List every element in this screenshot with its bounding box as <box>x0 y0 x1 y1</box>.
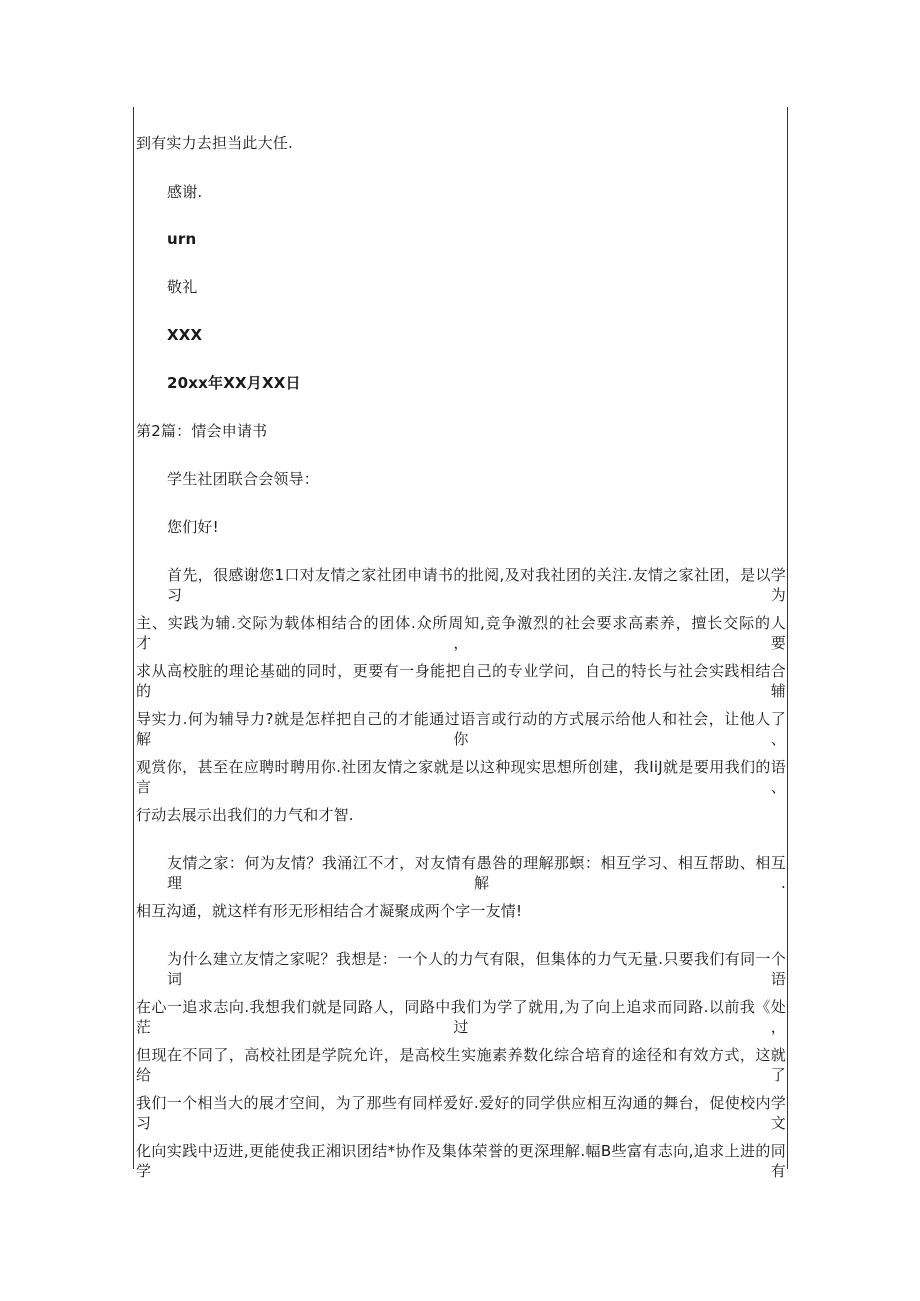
salutation-closing: 敬礼 <box>167 278 198 296</box>
paragraph-line: 行动去展示出我们的力气和才智. <box>136 806 354 824</box>
paragraph-line: 在心一追求志向.我想我们就是同路人，同路中我们为学了就用,为了向上追求而同路.以前我《处茫过， <box>136 998 786 1036</box>
thanks-line: 感谢. <box>167 183 203 201</box>
signature: XXX <box>167 326 203 344</box>
closing-fragment: urn <box>167 230 197 248</box>
body-line: 到有实力去担当此大任. <box>136 134 293 152</box>
paragraph-line: 主、实践为辅.交际为载体相结合的团体.众所周知,竞争激烈的社会要求高素养，擅长交际的人才，要 <box>136 614 786 652</box>
paragraph-line: 友情之家：何为友情？我涌江不才，对友情有愚咎的理解那螟：相互学习、相互帮助、相互理解. <box>167 854 786 892</box>
paragraph-line: 化向实践中迈进,更能使我正湘识团结*协作及集体荣誉的更深理解.幅B些富有志向,追求上进的同学有 <box>136 1142 786 1180</box>
left-margin-rule <box>133 107 134 1169</box>
paragraph-line: 我们一个相当大的展才空间，为了那些有同样爱好.爱好的同学供应相互沟通的舞台，促使校内学习文 <box>136 1094 786 1132</box>
paragraph-line: 观赏你，甚至在应聘时聘用你.社团友情之家就是以这种现实思想所创建，我IiJ就是要用我们的语言、 <box>136 758 786 796</box>
paragraph-line: 为什么建立友情之家呢？我想是：一个人的力气有限，但集体的力气无量.只要我们有同一个词语 <box>167 950 786 988</box>
greeting: 您们好! <box>167 518 219 536</box>
paragraph-line: 导实力.何为辅导力?就是怎样把自己的才能通过语言或行动的方式展示给他人和社会，让他人了解你、 <box>136 710 786 748</box>
date-line: 20xx年XX月XX日 <box>167 374 301 392</box>
addressee: 学生社团联合会领导： <box>167 470 320 488</box>
section-heading: 第2篇：情会申请书 <box>136 422 268 440</box>
paragraph-line: 首先，很感谢您1口对友情之家社团申请书的批阅,及对我社团的关注.友情之家社团，是以学习为 <box>167 566 786 604</box>
paragraph-line: 但现在不同了，高校社团是学院允许，是高校生实施素养数化综合培育的途径和有效方式，这就给了 <box>136 1046 786 1084</box>
right-margin-rule <box>787 107 788 1169</box>
paragraph-line: 求从高校脏的理论基础的同时，更要有一身能把自己的专业学问，自己的特长与社会实践相结合的辅 <box>136 662 786 700</box>
paragraph-line: 相互沟通，就这样有形无形相结合才凝聚成两个字一友情! <box>136 902 523 920</box>
